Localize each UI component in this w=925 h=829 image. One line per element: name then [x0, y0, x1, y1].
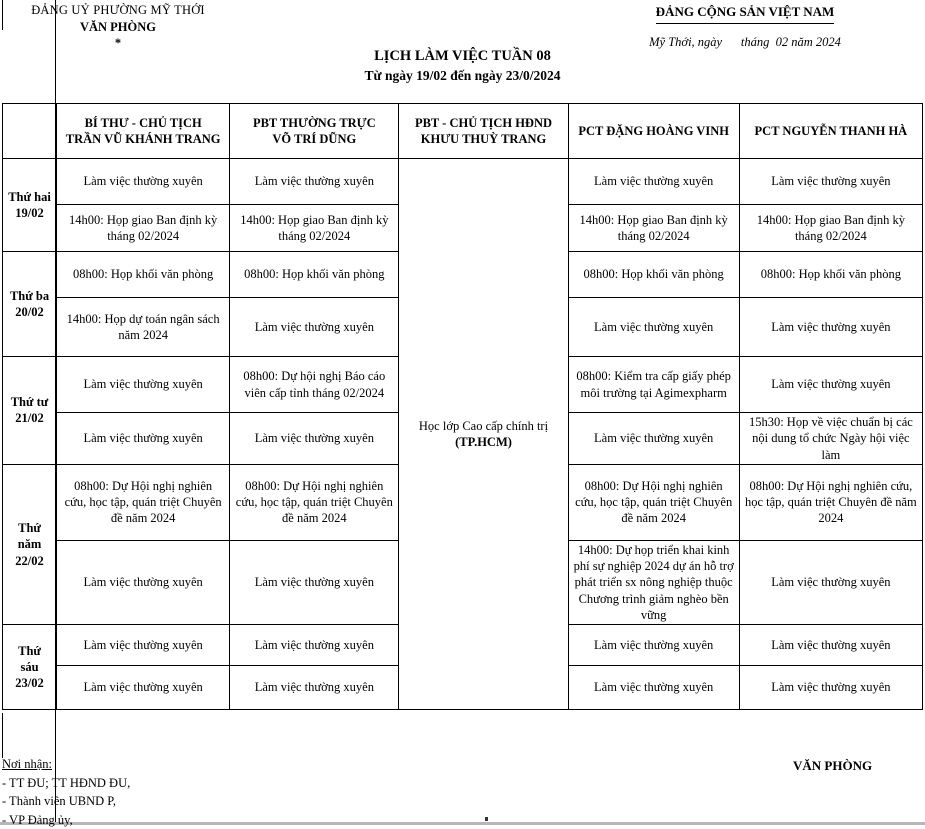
page-title: LỊCH LÀM VIỆC TUẦN 08	[0, 47, 925, 67]
column-header	[230, 104, 399, 159]
day-label-line: 19/02	[5, 205, 54, 221]
column-header	[739, 104, 922, 159]
merged-training-cell	[399, 159, 568, 710]
day-label	[3, 252, 57, 357]
schedule-table-head	[3, 104, 923, 159]
day-label-line: 22/02	[5, 553, 54, 569]
day-label-line: Thứ	[5, 643, 54, 659]
schedule-cell: 14h00: Họp dự toán ngân sách năm 2024	[57, 298, 230, 357]
schedule-cell: 08h00: Dự Hội nghị nghiên cứu, học tập, quán triệt Chuyên đề năm 2024	[57, 464, 230, 540]
place-date-line: Mỹ Thới, ngày tháng 02 năm 2024	[605, 35, 885, 50]
schedule-cell: Làm việc thường xuyên	[568, 298, 739, 357]
schedule-cell: 08h00: Họp khối văn phòng	[57, 252, 230, 298]
day-label	[3, 464, 57, 624]
schedule-table	[2, 103, 923, 710]
schedule-cell: 08h00: Dự Hội nghị nghiên cứu, học tập, quán triệt Chuyên đề năm 2024	[230, 464, 399, 540]
schedule-cell: Làm việc thường xuyên	[739, 540, 922, 624]
day-label-line: Thứ	[5, 520, 54, 536]
recipient-item: - VP Đảng ủy,	[2, 812, 130, 829]
schedule-cell: 08h00: Dự Hội nghị nghiên cứu, học tập, quán triệt Chuyên đề năm 2024	[739, 464, 922, 540]
document-title-block	[0, 47, 925, 85]
column-header	[568, 104, 739, 159]
schedule-cell: 08h00: Dự hội nghị Báo cáo viên cấp tỉnh tháng 02/2024	[230, 357, 399, 413]
schedule-cell: Làm việc thường xuyên	[230, 625, 399, 666]
org-name: ĐẢNG UỶ PHƯỜNG MỸ THỚI	[18, 3, 218, 19]
recipient-item: - Thành viên UBND P,	[2, 793, 130, 811]
day-label-line: sáu	[5, 659, 54, 675]
schedule-cell: Làm việc thường xuyên	[57, 666, 230, 710]
recipients-title: Nơi nhận:	[2, 756, 130, 774]
schedule-cell: 14h00: Họp giao Ban định kỳ tháng 02/2024	[739, 205, 922, 252]
column-header-line: PBT - CHỦ TỊCH HĐND	[404, 115, 562, 131]
stray-mark	[485, 817, 488, 821]
schedule-cell: 08h00: Kiểm tra cấp giấy phép môi trường tại Agimexpharm	[568, 357, 739, 413]
schedule-cell: 14h00: Họp giao Ban định kỳ tháng 02/2024	[568, 205, 739, 252]
schedule-table-body	[3, 159, 923, 710]
day-label	[3, 625, 57, 710]
schedule-cell: 14h00: Dự họp triển khai kinh phí sự nghiệp 2024 dự án hỗ trợ phát triển sx nông nghiệp thuộc Chương trình giảm nghèo bền vững	[568, 540, 739, 624]
schedule-cell: 14h00: Họp giao Ban định kỳ tháng 02/2024	[230, 205, 399, 252]
left-border-top-segment	[2, 0, 3, 30]
day-label-line: 23/02	[5, 675, 54, 691]
column-header-line: TRẦN VŨ KHÁNH TRANG	[62, 131, 224, 147]
day-label-line: Thứ ba	[5, 288, 54, 304]
schedule-cell: 08h00: Họp khối văn phòng	[230, 252, 399, 298]
column-header-line: PCT ĐẶNG HOÀNG VINH	[574, 123, 734, 139]
schedule-cell: 08h00: Dự Hội nghị nghiên cứu, học tập, quán triệt Chuyên đề năm 2024	[568, 464, 739, 540]
schedule-cell: Làm việc thường xuyên	[57, 625, 230, 666]
schedule-cell: 14h00: Họp giao Ban định kỳ tháng 02/2024	[57, 205, 230, 252]
schedule-cell: Làm việc thường xuyên	[739, 159, 922, 205]
schedule-cell: Làm việc thường xuyên	[568, 625, 739, 666]
left-border-bottom-segment	[2, 713, 3, 758]
day-label-line: Thứ tư	[5, 394, 54, 410]
page-subtitle: Từ ngày 19/02 đến ngày 23/0/2024	[0, 67, 925, 85]
schedule-cell: Làm việc thường xuyên	[739, 666, 922, 710]
day-label-line: 20/02	[5, 304, 54, 320]
column-header-line: KHƯU THUỲ TRANG	[404, 131, 562, 147]
day-label-line: 21/02	[5, 410, 54, 426]
schedule-cell: Làm việc thường xuyên	[57, 413, 230, 465]
org-star: *	[18, 36, 218, 52]
schedule-cell: 08h00: Họp khối văn phòng	[739, 252, 922, 298]
column-header-line: BÍ THƯ - CHỦ TỊCH	[62, 115, 224, 131]
merged-cell-line2: (TP.HCM)	[404, 434, 562, 450]
merged-cell-line1: Học lớp Cao cấp chính trị	[404, 418, 562, 434]
schedule-cell: Làm việc thường xuyên	[739, 625, 922, 666]
org-block-right	[605, 3, 885, 50]
column-header	[399, 104, 568, 159]
column-header-line: PCT NGUYỄN THANH HÀ	[745, 123, 917, 139]
day-label-line: năm	[5, 536, 54, 552]
column-header	[57, 104, 230, 159]
schedule-cell: Làm việc thường xuyên	[568, 666, 739, 710]
schedule-cell: Làm việc thường xuyên	[57, 159, 230, 205]
schedule-cell: Làm việc thường xuyên	[230, 540, 399, 624]
schedule-cell: Làm việc thường xuyên	[739, 298, 922, 357]
schedule-cell: Làm việc thường xuyên	[57, 540, 230, 624]
column-header-line: PBT THƯỜNG TRỰC	[235, 115, 393, 131]
org-block-left	[18, 3, 218, 52]
schedule-cell: 08h00: Họp khối văn phòng	[568, 252, 739, 298]
day-label-line: Thứ hai	[5, 189, 54, 205]
day-label	[3, 159, 57, 252]
schedule-cell: Làm việc thường xuyên	[230, 666, 399, 710]
schedule-cell: Làm việc thường xuyên	[230, 298, 399, 357]
national-motto: ĐẢNG CỘNG SẢN VIỆT NAM	[656, 4, 835, 24]
column-header-line: VÕ TRÍ DŨNG	[235, 131, 393, 147]
schedule-cell: Làm việc thường xuyên	[739, 357, 922, 413]
schedule-cell: Làm việc thường xuyên	[230, 413, 399, 465]
schedule-cell: Làm việc thường xuyên	[568, 159, 739, 205]
schedule-cell: 15h30: Họp về việc chuẩn bị các nội dung tổ chức Ngày hội việc làm	[739, 413, 922, 465]
schedule-cell: Làm việc thường xuyên	[230, 159, 399, 205]
day-label	[3, 357, 57, 465]
schedule-cell: Làm việc thường xuyên	[57, 357, 230, 413]
schedule-cell: Làm việc thường xuyên	[568, 413, 739, 465]
office-signature: VĂN PHÒNG	[793, 758, 872, 774]
recipients-block	[2, 756, 130, 829]
org-department: VĂN PHÒNG	[18, 20, 218, 36]
recipient-item: - TT ĐU; TT HĐND ĐU,	[2, 775, 130, 793]
corner-cell	[3, 104, 57, 159]
